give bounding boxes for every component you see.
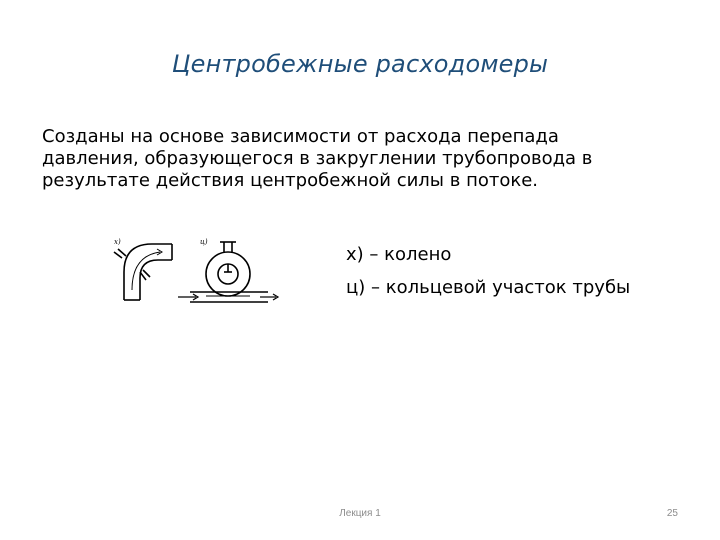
body-line-3: результате действия центробежной силы в потоке. [42, 170, 539, 191]
elbow-pipe-drawing [114, 244, 172, 300]
figure-label-a: х) [114, 238, 121, 246]
body-line-1: Созданы на основе зависимости от расхода перепада [42, 126, 559, 147]
flowmeter-diagram [110, 228, 280, 318]
slide-title: Центробежные расходомеры [171, 50, 549, 78]
body-line-2: давления, образующегося в закруглении трубопровода в [42, 148, 593, 169]
ring-pipe-drawing [178, 242, 278, 302]
legend-item-elbow: х) – колено [346, 244, 452, 265]
footer-lecture: Лекция 1 [339, 508, 381, 519]
legend-item-ring: ц) – кольцевой участок трубы [346, 277, 631, 298]
slide-body-text [42, 126, 682, 192]
footer-page-number: 25 [666, 508, 678, 519]
figure-legend [346, 238, 630, 304]
figure-label-b: ц) [200, 238, 208, 246]
